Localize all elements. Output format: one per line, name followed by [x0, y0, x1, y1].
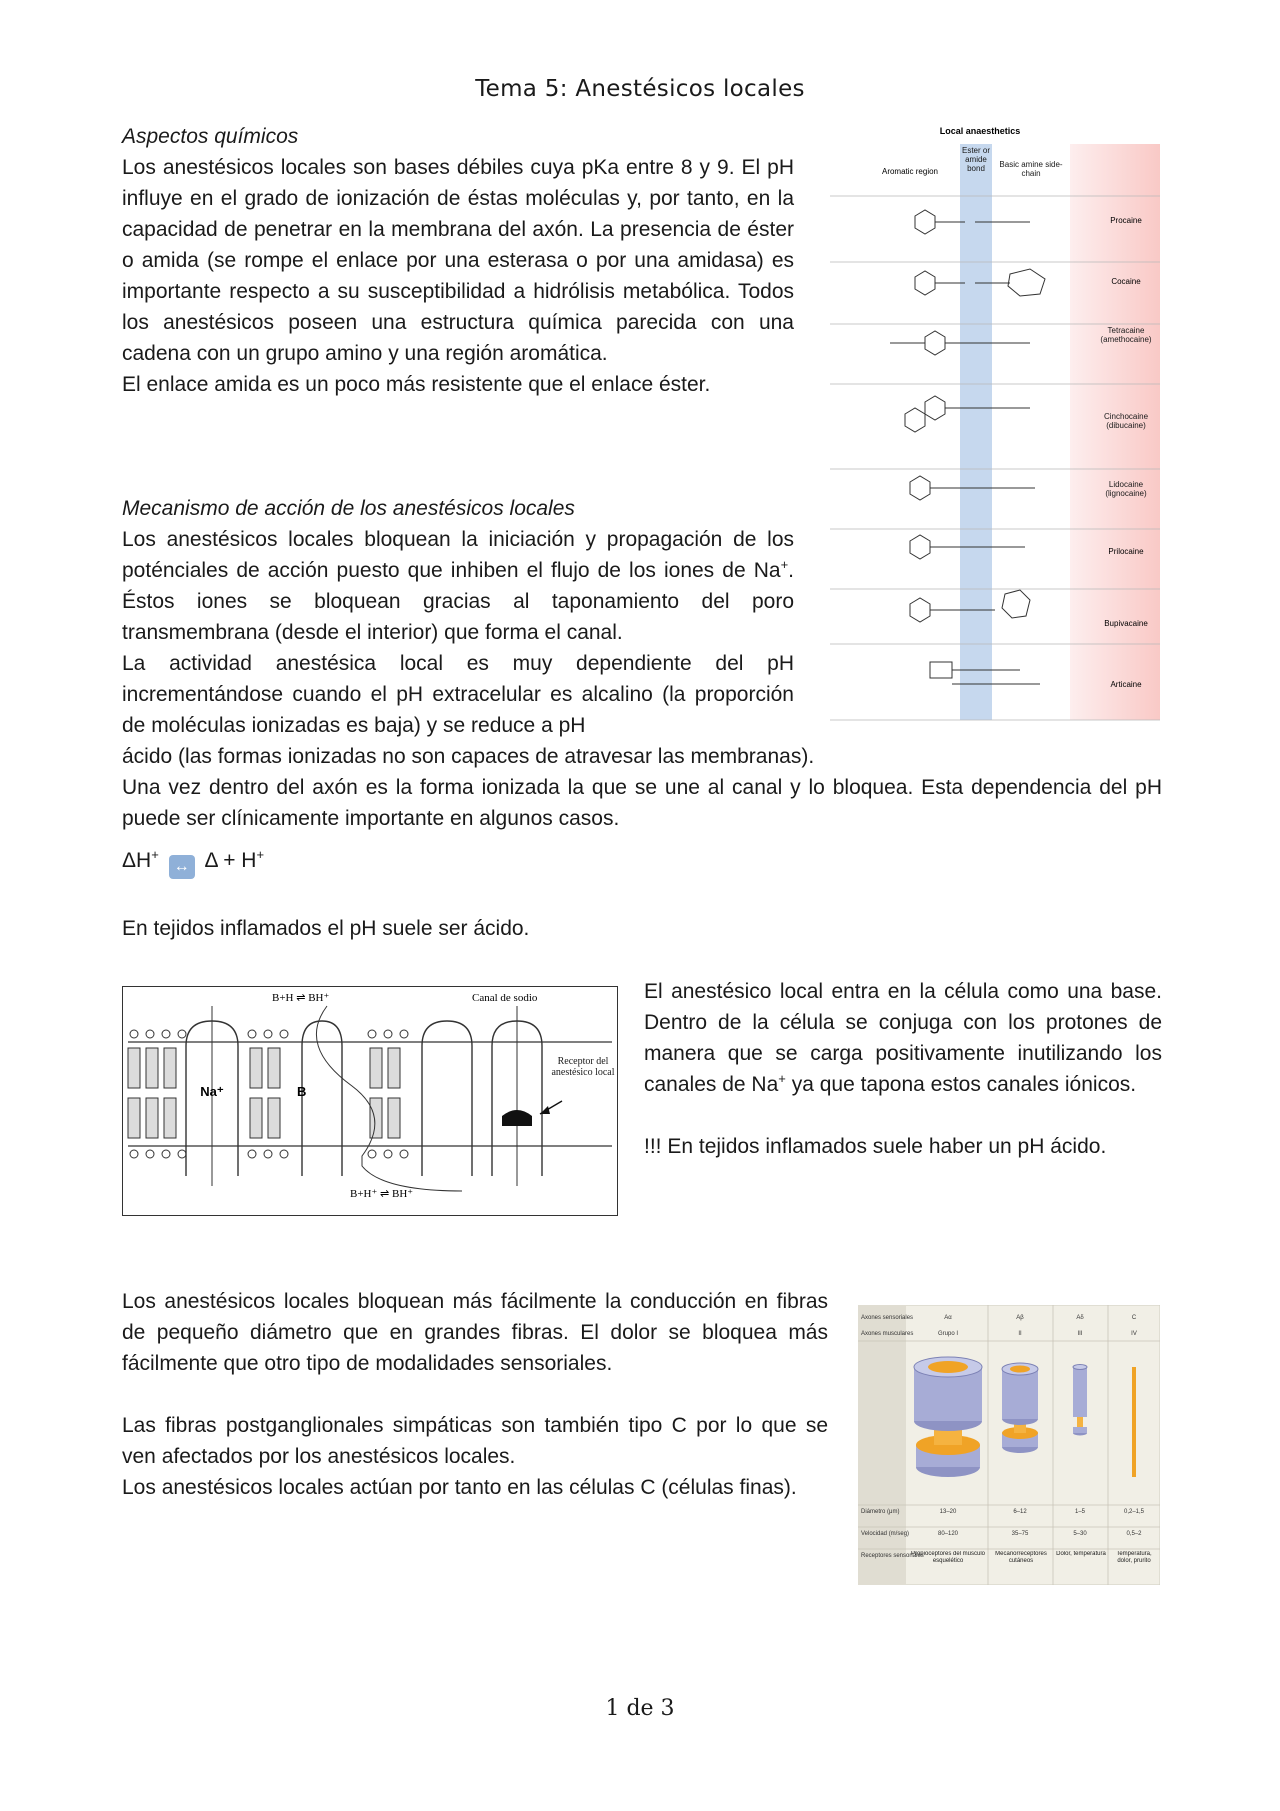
page-footer: 1 de 3 — [605, 1696, 675, 1721]
spacer — [122, 1379, 828, 1410]
drug-label: Procaine — [1110, 216, 1142, 225]
fig3-group: Grupo I — [937, 1331, 959, 1337]
superscript: + — [151, 847, 159, 862]
fig2-label-receptor — [550, 1056, 616, 1106]
fig3-col-header: Aβ — [1016, 1315, 1024, 1321]
fig2-label-receptor-text: Receptor del anestésico local — [551, 1056, 615, 1078]
section-aspectos-quimicos — [122, 121, 794, 400]
fig3-group: IV — [1131, 1331, 1137, 1337]
drug-label-box — [1092, 326, 1160, 356]
drug-label-box — [1092, 412, 1160, 442]
fig2-label-top: B+H ⇌ BH⁺ — [272, 992, 330, 1004]
paragraph — [122, 524, 794, 648]
fig3-diam: 1–5 — [1074, 1509, 1086, 1515]
fig1-col-ester — [958, 146, 994, 194]
paragraph: Las fibras postganglionales simpáticas son también tipo C por lo que se ven afectados por los anestésicos locales. — [122, 1414, 828, 1468]
drug-label: Tetracaine (amethocaine) — [1100, 326, 1152, 344]
fig3-rec — [1109, 1551, 1159, 1581]
fig3-group: III — [1077, 1331, 1083, 1337]
fig3-row-label: Diámetro (μm) — [861, 1509, 900, 1515]
fig3-rec-text: Propioceptores del músculo esquelético — [910, 1551, 986, 1564]
nerve-fibres-figure — [858, 1305, 1160, 1585]
fig3-row-label: Axones musculares — [861, 1331, 914, 1337]
fig1-col-aromatic: Aromatic region — [881, 167, 939, 176]
drug-label: Cinchocaine (dibucaine) — [1103, 412, 1149, 430]
paragraph: Los anestésicos locales actúan por tanto en las células C (células finas). — [122, 1476, 797, 1499]
section-heading: Mecanismo de acción de los anestésicos locales — [122, 497, 575, 520]
inflamed-note — [122, 913, 1022, 944]
fig3-rec — [910, 1551, 986, 1581]
fig3-rec-text: Dolor, temperatura — [1056, 1551, 1106, 1557]
paragraph: ácido (las formas ionizadas no son capaces de atravesar las membranas). — [122, 745, 815, 768]
drug-label: Prilocaine — [1108, 547, 1144, 556]
section-fibras — [122, 1286, 828, 1503]
equation — [122, 845, 622, 879]
paragraph: Una vez dentro del axón es la forma ionizada la que se une al canal y lo bloquea. Esta dependencia del pH puede ser clínicamente importante en algunos casos. — [122, 776, 1162, 830]
fig3-vel: 80–120 — [937, 1531, 959, 1537]
paragraph: La actividad anestésica local es muy dependiente del pH incrementándose cuando el pH extracelular es alcalino (la proporción de moléculas ionizadas es baja) y se reduce a pH — [122, 652, 794, 737]
fig3-rec — [990, 1551, 1052, 1581]
fig1-col-amine — [998, 160, 1064, 190]
superscript: + — [778, 1071, 786, 1086]
fig2-label-bottom: B+H⁺ ⇌ BH⁺ — [350, 1188, 414, 1200]
fig3-vel: 35–75 — [1011, 1531, 1029, 1537]
text: ya que tapona estos canales iónicos. — [785, 1073, 1137, 1096]
fig2-label-na: Na⁺ — [200, 1084, 224, 1099]
paragraph: Los anestésicos locales son bases débiles cuya pKa entre 8 y 9. El pH influye en el grado de ionización de éstas moléculas y, por tanto, en la capacidad de penetrar en la membrana del axón. La presencia de éster o amida (se rompe el enlace por una esterasa o por una amidasa) es importante respecto a su susceptibilidad a hidrólisis metabólica. Todos los anestésicos poseen una estructura química parecida con una cadena con un grupo amino y una región aromática. — [122, 156, 794, 365]
fig3-col-header: C — [1131, 1315, 1137, 1321]
paragraph: Los anestésicos locales bloquean más fácilmente la conducción en fibras de pequeño diámetro que en grandes fibras. El dolor se bloquea más fácilmente que otro tipo de modalidades sensoriales. — [122, 1290, 828, 1375]
fig2-label-channel: Canal de sodio — [472, 992, 538, 1004]
eq-left: ΔH — [122, 849, 152, 872]
fig3-diam: 6–12 — [1013, 1509, 1027, 1515]
section-heading: Aspectos químicos — [122, 125, 299, 148]
sodium-channel-diagram — [122, 986, 618, 1216]
page-title: Tema 5: Anestésicos locales — [475, 76, 805, 102]
fig3-row-label: Receptores sensoriales — [861, 1553, 924, 1559]
fig3-rec-text: Mecanorreceptores cutáneos — [995, 1551, 1047, 1564]
fig1-col-amine-text: Basic amine side-chain — [999, 160, 1063, 178]
section-mecanismo — [122, 493, 794, 741]
spacer — [644, 1100, 1162, 1131]
superscript: + — [780, 557, 789, 572]
section-base-entry — [644, 976, 1162, 1162]
fig1-title: Local anaesthetics — [939, 126, 1021, 136]
drug-label: Lidocaine (lignocaine) — [1105, 480, 1147, 498]
eq-right: Δ + H — [204, 849, 257, 872]
section-mecanismo-cont — [122, 741, 1162, 834]
text: . Éstos iones se bloquean gracias al taponamiento del poro transmembrana (desde el interior) que forma el canal. — [122, 559, 794, 644]
fig3-rec — [1054, 1551, 1108, 1581]
paragraph — [644, 976, 1162, 1100]
fig3-col-header: Aα — [944, 1315, 952, 1321]
local-anaesthetics-structure-figure — [830, 124, 1160, 722]
fig3-rec-text: Temperatura, dolor, prurito — [1116, 1551, 1152, 1564]
fig3-vel: 5–30 — [1073, 1531, 1087, 1537]
text: Los anestésicos locales bloquean la iniciación y propagación de los poténciales de acción puesto que inhiben el flujo de los iones de Na — [122, 528, 794, 582]
fig3-row-label: Axones sensoriales — [861, 1315, 914, 1321]
drug-label-box — [1092, 480, 1160, 510]
paragraph: !!! En tejidos inflamados suele haber un pH ácido. — [644, 1135, 1107, 1158]
fig3-vel: 0,5–2 — [1126, 1531, 1142, 1537]
fig3-group: II — [1018, 1331, 1022, 1337]
paragraph: El enlace amida es un poco más resistente que el enlace éster. — [122, 373, 711, 396]
drug-label: Bupivacaine — [1104, 619, 1148, 628]
drug-label: Articaine — [1110, 680, 1142, 689]
superscript: + — [256, 847, 265, 862]
fig3-col-header: Aδ — [1076, 1315, 1084, 1321]
fig3-row-label: Velocidad (m/seg) — [861, 1531, 910, 1537]
fig3-diam: 0,2–1,5 — [1123, 1509, 1145, 1515]
left-right-arrow-icon: ↔ — [169, 855, 195, 879]
fig1-col-ester-text: Ester or amide bond — [961, 146, 990, 173]
drug-label: Cocaine — [1111, 277, 1141, 286]
text: El anestésico local entra en la célula como una base. Dentro de la célula se conjuga con los protones de manera que se carga positivamente inutilizando los canales de Na — [644, 980, 1162, 1096]
fig2-label-b: B — [297, 1084, 307, 1099]
paragraph: En tejidos inflamados el pH suele ser ácido. — [122, 917, 530, 940]
fig3-diam: 13–20 — [939, 1509, 957, 1515]
